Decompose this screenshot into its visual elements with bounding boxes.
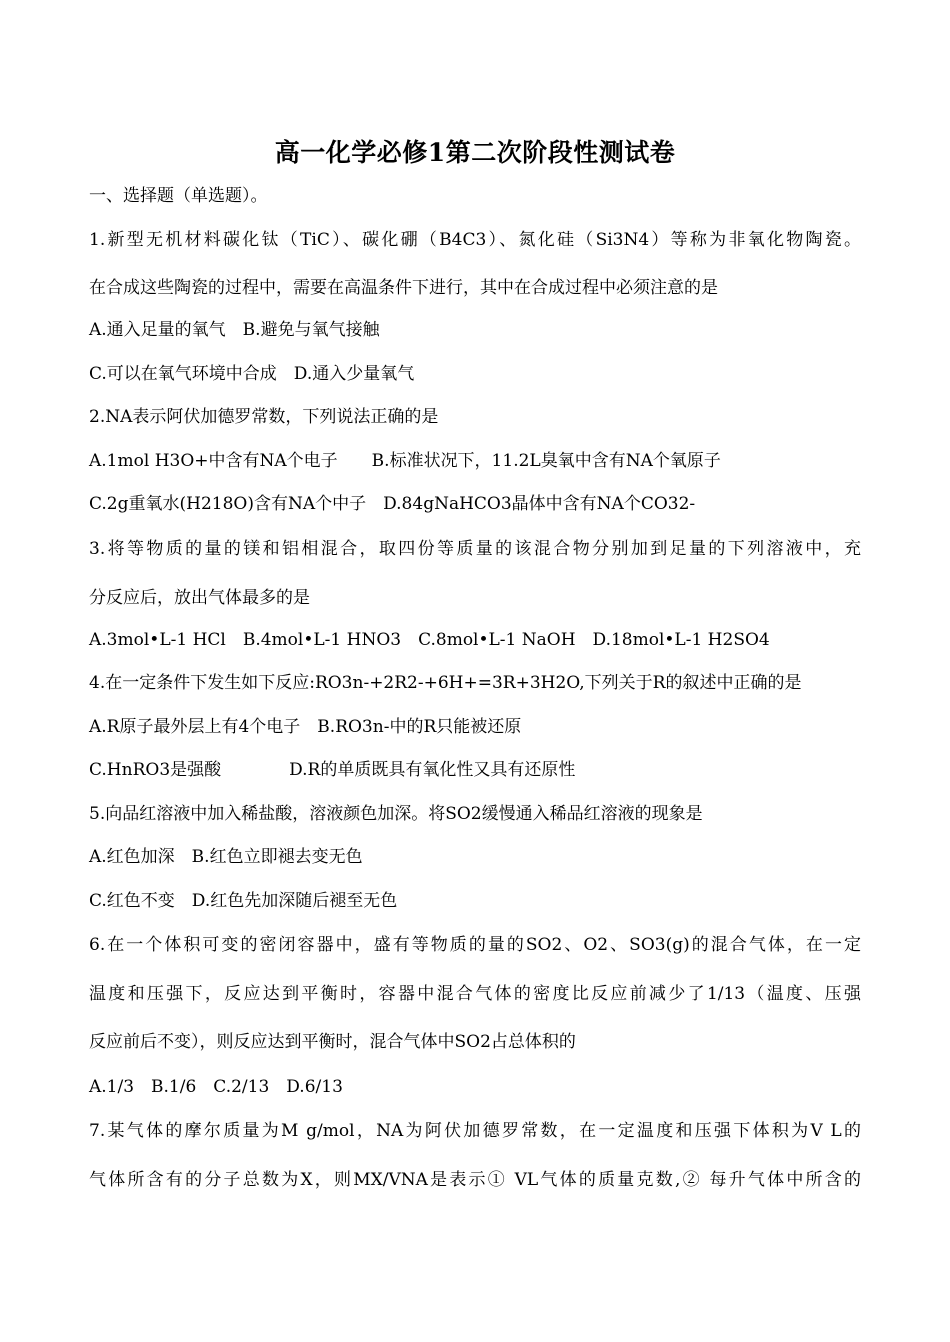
question-6-options: A.1/3 B.1/6 C.2/13 D.6/13 — [89, 1077, 343, 1097]
question-3-line-2: 分反应后，放出气体最多的是 — [89, 588, 310, 608]
question-7-line-1: 7.某气体的摩尔质量为M g/mol，NA为阿伏加德罗常数，在一定温度和压强下体积为V L的 — [89, 1121, 861, 1141]
question-5-options-ab: A.红色加深 B.红色立即褪去变无色 — [89, 847, 363, 867]
question-1-line-1: 1.新型无机材料碳化钛（TiC）、碳化硼（B4C3）、氮化硅（Si3N4）等称为非氧化物陶瓷。 — [89, 230, 861, 250]
question-5-options-cd: C.红色不变 D.红色先加深随后褪至无色 — [89, 891, 398, 911]
question-2-options-ab: A.1mol H3O+中含有NA个电子 B.标准状况下，11.2L臭氧中含有NA个氧原子 — [89, 451, 721, 471]
question-4-stem: 4.在一定条件下发生如下反应:RO3n-+2R2-+6H+=3R+3H2O,下列关于R的叙述中正确的是 — [89, 673, 802, 693]
question-3-line-1: 3.将等物质的量的镁和铝相混合，取四份等质量的该混合物分别加到足量的下列溶液中，充 — [89, 539, 861, 559]
question-6-line-1: 6.在一个体积可变的密闭容器中，盛有等物质的量的SO2、O2、SO3(g)的混合气体，在一定 — [89, 935, 861, 955]
question-3-options: A.3mol•L-1 HCl B.4mol•L-1 HNO3 C.8mol•L-1 NaOH D.18mol•L-1 H2SO4 — [89, 630, 770, 650]
question-1-options-ab: A.通入足量的氧气 B.避免与氧气接触 — [89, 320, 380, 340]
question-6-line-2: 温度和压强下，反应达到平衡时，容器中混合气体的密度比反应前减少了1/13（温度、压强 — [89, 984, 861, 1004]
question-2-options-cd: C.2g重氧水(H218O)含有NA个中子 D.84gNaHCO3晶体中含有NA个CO32- — [89, 494, 696, 514]
question-7-line-2: 气体所含有的分子总数为X，则MX/VNA是表示① VL气体的质量克数,② 每升气体中所含的 — [89, 1170, 861, 1190]
page-title: 高一化学必修1第二次阶段性测试卷 — [274, 138, 676, 167]
question-1-options-cd: C.可以在氧气环境中合成 D.通入少量氧气 — [89, 364, 415, 384]
question-4-options-cd: C.HnRO3是强酸 D.R的单质既具有氧化性又具有还原性 — [89, 760, 576, 780]
question-2-stem: 2.NA表示阿伏加德罗常数，下列说法正确的是 — [89, 407, 439, 427]
question-5-stem: 5.向品红溶液中加入稀盐酸，溶液颜色加深。将SO2缓慢通入稀品红溶液的现象是 — [89, 804, 703, 824]
section-heading: 一、选择题（单选题）。 — [89, 186, 268, 206]
question-6-line-3: 反应前后不变），则反应达到平衡时，混合气体中SO2占总体积的 — [89, 1032, 576, 1052]
question-4-options-ab: A.R原子最外层上有4个电子 B.RO3n-中的R只能被还原 — [89, 717, 522, 737]
question-1-line-2: 在合成这些陶瓷的过程中，需要在高温条件下进行，其中在合成过程中必须注意的是 — [89, 278, 718, 298]
